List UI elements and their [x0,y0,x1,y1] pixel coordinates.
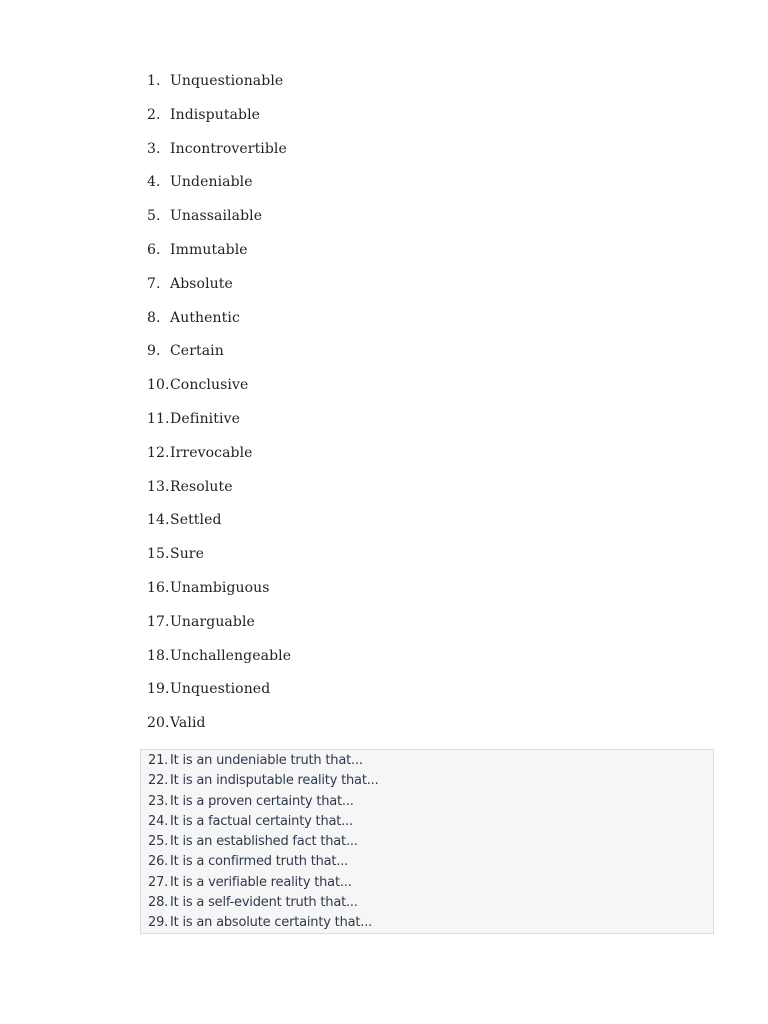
list-text: Settled [170,512,222,529]
list-text: Definitive [170,410,240,427]
list-item [147,546,291,580]
list-number: 19. [147,681,170,698]
list-number: 11. [147,410,170,427]
phrase-item [148,893,713,913]
list-item [147,377,291,411]
list-text: Unquestionable [170,73,284,89]
phrase-item [148,771,713,791]
phrase-number: 27. [148,874,169,890]
list-number: 12. [147,444,170,461]
phrase-number: 22. [148,773,169,789]
list-number: 10. [147,377,170,394]
list-text: Resolute [170,478,233,495]
phrase-number: 29. [148,915,169,931]
list-number: 16. [147,579,170,596]
list-text: Valid [170,715,206,732]
phrase-text: It is an established fact that... [170,834,358,850]
list-item [147,681,291,715]
phrase-item [148,913,713,933]
list-text: Absolute [170,275,233,292]
phrase-number: 25. [148,834,169,850]
list-item [147,73,291,107]
phrase-text: It is an undeniable truth that... [170,753,363,768]
list-text: Indisputable [170,106,261,123]
phrase-text: It is a self-evident truth that... [170,895,358,911]
list-number: 2. [147,106,161,123]
list-number: 5. [147,208,161,225]
list-item [147,208,291,242]
phrase-list [148,751,713,934]
phrase-text: It is a factual certainty that... [170,813,353,829]
list-item [147,107,291,141]
list-item [147,445,291,479]
list-text: Unambiguous [170,579,270,596]
list-item [147,614,291,648]
list-text: Incontrovertible [170,140,287,157]
list-item [147,512,291,546]
list-number: 17. [147,613,170,630]
list-text: Unchallengeable [170,647,292,664]
list-item [147,411,291,445]
list-number: 6. [147,241,161,258]
list-item [147,276,291,310]
list-item [147,479,291,513]
list-text: Irrevocable [170,444,253,461]
list-text: Unassailable [170,208,263,225]
phrase-text: It is a verifiable reality that... [170,874,352,890]
list-item [147,715,291,749]
phrase-item [148,873,713,893]
list-text: Certain [170,343,224,360]
list-number: 4. [147,174,161,191]
list-number: 20. [147,715,170,732]
list-number: 15. [147,546,170,563]
list-item [147,174,291,208]
phrase-text: It is an absolute certainty that... [170,915,373,931]
list-text: Immutable [170,241,248,258]
phrase-number: 24. [148,813,169,829]
list-item [147,580,291,614]
list-text: Unarguable [170,613,255,630]
list-number: 18. [147,647,170,664]
list-number: 14. [147,512,170,529]
list-number: 8. [147,309,161,326]
phrase-item [148,812,713,832]
list-number: 3. [147,140,161,157]
list-text: Undeniable [170,174,253,191]
list-text: Conclusive [170,377,249,394]
list-item [147,648,291,682]
list-item [147,310,291,344]
list-number: 7. [147,275,161,292]
list-item [147,141,291,175]
list-text: Unquestioned [170,681,271,698]
phrase-box [140,749,714,934]
phrase-number: 28. [148,895,169,911]
phrase-item [148,792,713,812]
phrase-text: It is an indisputable reality that... [170,773,379,789]
phrase-item [148,832,713,852]
phrase-number: 21. [148,753,169,768]
list-number: 1. [147,73,161,89]
phrase-number: 23. [148,793,169,809]
list-item [147,343,291,377]
list-number: 9. [147,343,161,360]
list-number: 13. [147,478,170,495]
word-list [147,73,291,749]
list-text: Authentic [170,309,240,326]
phrase-text: It is a proven certainty that... [170,793,354,809]
list-item [147,242,291,276]
phrase-text: It is a confirmed truth that... [170,854,349,870]
phrase-item [148,852,713,872]
phrase-item [148,751,713,771]
phrase-number: 26. [148,854,169,870]
list-text: Sure [170,546,204,563]
